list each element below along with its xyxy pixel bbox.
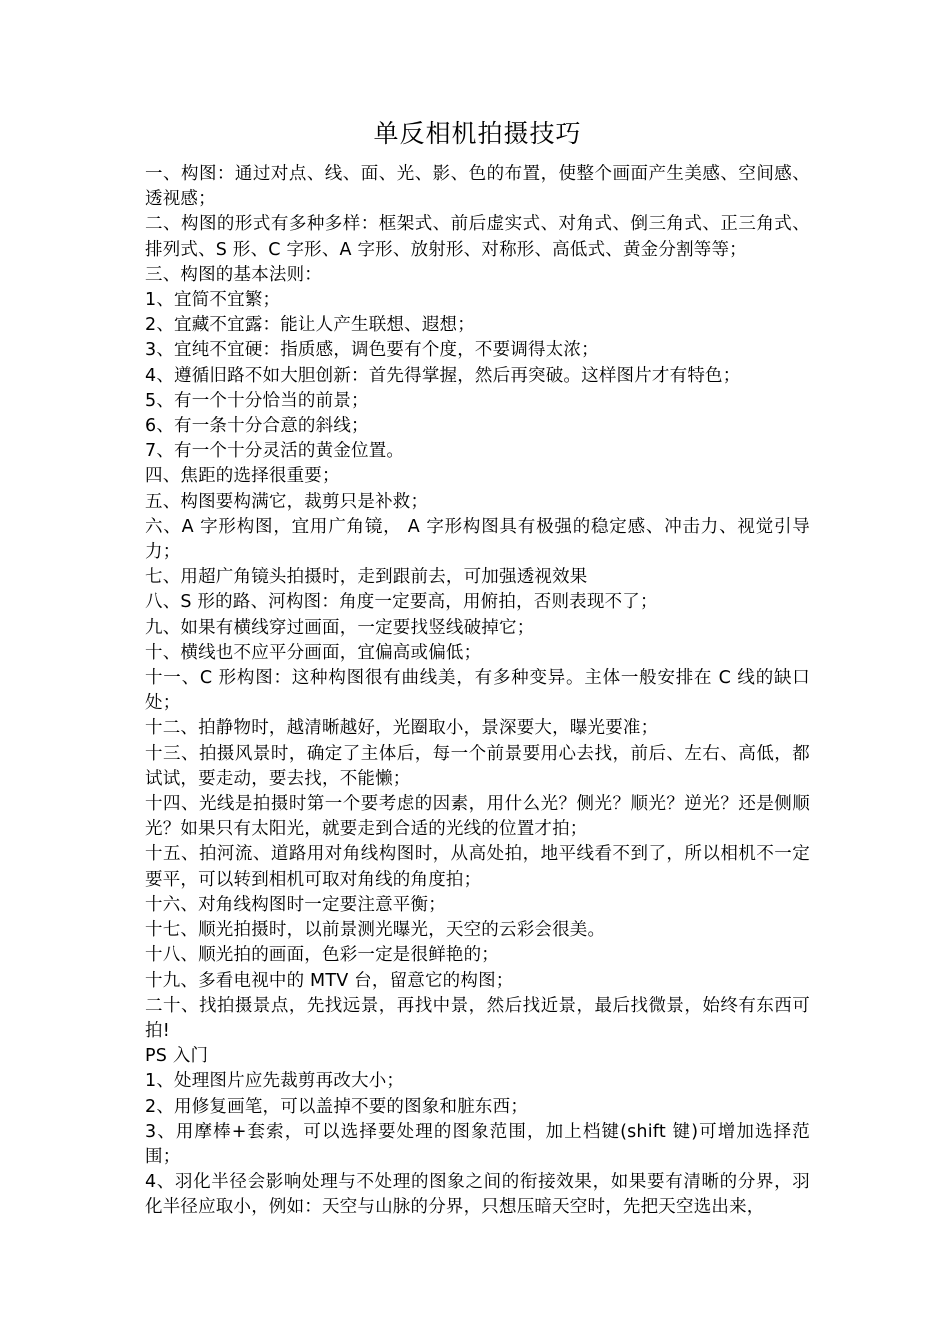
paragraph: 4、遵循旧路不如大胆创新：首先得掌握，然后再突破。这样图片才有特色；: [145, 365, 741, 386]
paragraph: 十九、多看电视中的 MTV 台，留意它的构图；: [145, 970, 514, 991]
paragraph: 一、构图：通过对点、线、面、光、影、色的布置，使整个画面产生美感、空间感、透视感；: [145, 164, 810, 210]
paragraph: 五、构图要构满它，裁剪只是补救；: [145, 491, 429, 512]
section-heading: PS 入门: [145, 1046, 209, 1067]
paragraph: 四、焦距的选择很重要；: [145, 466, 340, 487]
paragraph: 十七、顺光拍摄时，以前景测光曝光，天空的云彩会很美。: [145, 920, 606, 941]
paragraph: 6、有一条十分合意的斜线；: [145, 416, 369, 437]
paragraph: 1、宜简不宜繁；: [145, 290, 281, 311]
paragraph: 九、如果有横线穿过画面，一定要找竖线破掉它；: [145, 617, 535, 638]
paragraph: 3、用摩棒+套索，可以选择要处理的图象范围，加上档键(shift 键)可增加选择范围；: [145, 1121, 810, 1167]
paragraph: 十二、拍静物时，越清晰越好，光圈取小，景深要大，曝光要准；: [145, 718, 659, 739]
paragraph: 十六、对角线构图时一定要注意平衡；: [145, 894, 446, 915]
paragraph: 3、宜纯不宜硬：指质感，调色要有个度，不要调得太浓；: [145, 340, 599, 361]
paragraph: 十五、拍河流、道路用对角线构图时，从高处拍，地平线看不到了，所以相机不一定要平，可以转到相机可取对角线的角度拍；: [145, 844, 810, 890]
paragraph: 十一、C 形构图：这种构图很有曲线美，有多种变异。主体一般安排在 C 线的缺口处；: [145, 668, 810, 714]
paragraph: 5、有一个十分恰当的前景；: [145, 390, 369, 411]
paragraph: 十三、拍摄风景时，确定了主体后，每一个前景要用心去找，前后、左右、高低，都试试，要走动，要去找，不能懒；: [145, 743, 810, 789]
paragraph: 2、用修复画笔，可以盖掉不要的图象和脏东西；: [145, 1096, 529, 1117]
paragraph: 十、横线也不应平分画面，宜偏高或偏低；: [145, 642, 482, 663]
document-title: 单反相机拍摄技巧: [373, 119, 582, 148]
paragraph: 二十、找拍摄景点，先找远景，再找中景，然后找近景，最后找微景，始终有东西可拍!: [145, 995, 810, 1041]
paragraph: 十四、光线是拍摄时第一个要考虑的因素，用什么光？侧光？顺光？逆光？还是侧顺光？如果只有太阳光，就要走到合适的光线的位置才拍；: [145, 794, 810, 840]
paragraph: 2、宜藏不宜露：能让人产生联想、遐想；: [145, 315, 475, 336]
paragraph: 二、构图的形式有多种多样：框架式、前后虚实式、对角式、倒三角式、正三角式、排列式、S 形、C 字形、A 字形、放射形、对称形、高低式、黄金分割等等；: [145, 214, 810, 260]
paragraph: 十八、顺光拍的画面，色彩一定是很鲜艳的；: [145, 945, 499, 966]
paragraph: 7、有一个十分灵活的黄金位置。: [145, 441, 405, 462]
paragraph: 七、用超广角镜头拍摄时，走到跟前去，可加强透视效果: [145, 567, 588, 588]
paragraph: 六、A 字形构图，宜用广角镜， A 字形构图具有极强的稳定感、冲击力、视觉引导力；: [145, 516, 810, 563]
paragraph: 八、S 形的路、河构图：角度一定要高，用俯拍，否则表现不了；: [145, 592, 658, 613]
paragraph: 1、处理图片应先裁剪再改大小；: [145, 1071, 405, 1092]
paragraph: 4、羽化半径会影响处理与不处理的图象之间的衔接效果，如果要有清晰的分界，羽化半径应取小，例如：天空与山脉的分界，只想压暗天空时，先把天空选出来，: [145, 1172, 810, 1218]
paragraph: 三、构图的基本法则：: [145, 264, 322, 285]
